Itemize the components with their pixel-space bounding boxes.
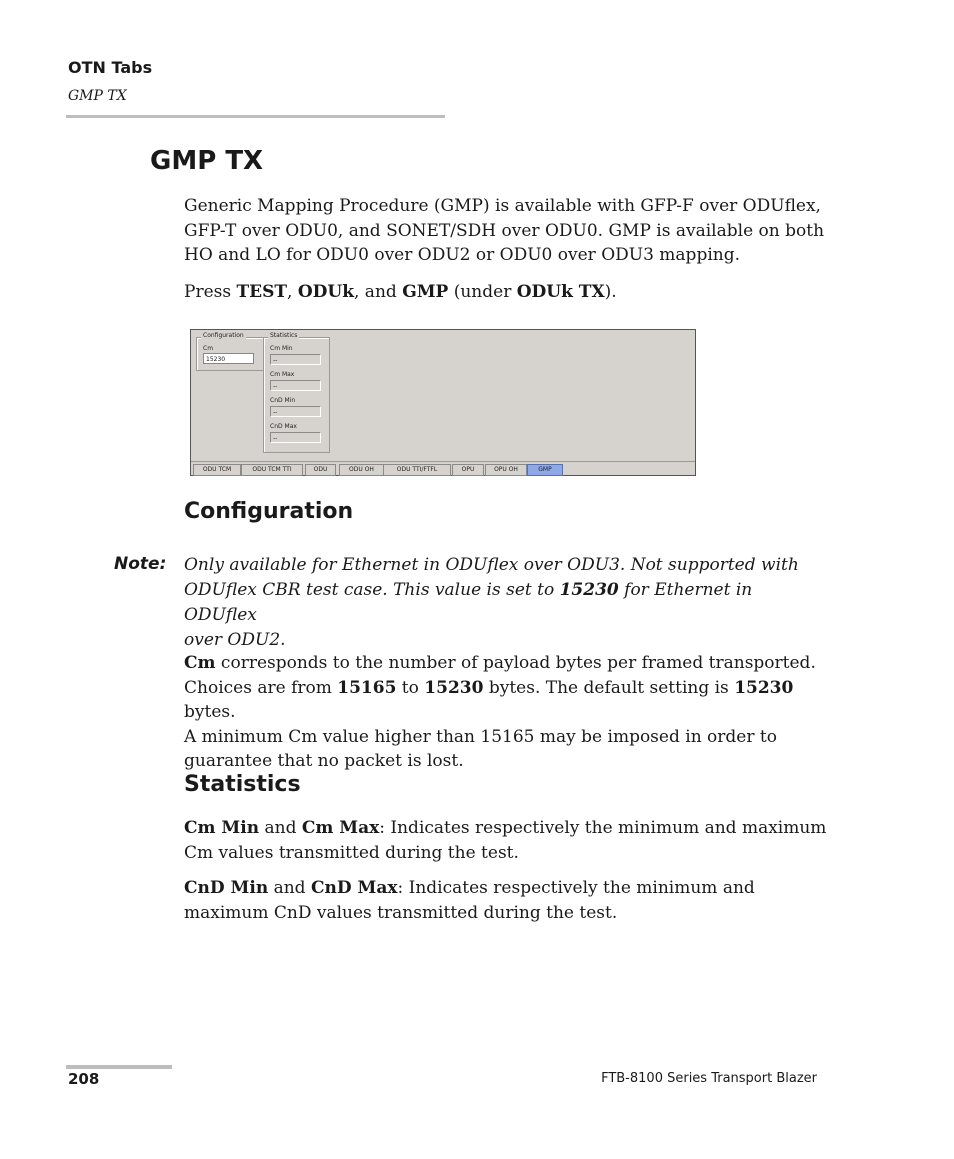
tab-odu-tti-ftfl[interactable]: ODU TTI/FTFL [383, 464, 451, 476]
press-instruction: Press TEST, ODUk, and GMP (under ODUk TX). [184, 282, 617, 302]
note-text: Only available for Ethernet in ODUflex over ODU3. Not supported with ODUflex CBR test case. This value is set to 15230 for Ethernet in ODUflex over ODU2. [184, 555, 799, 650]
cm-max-label: Cm Max [270, 371, 295, 378]
tab-opu-oh[interactable]: OPU OH [485, 464, 527, 476]
configuration-group-title: Configuration [203, 332, 244, 339]
tab-gmp[interactable]: GMP [527, 464, 563, 476]
header-rule [66, 115, 445, 118]
oduk-key: ODUk [297, 282, 354, 302]
tab-opu[interactable]: OPU [452, 464, 484, 476]
cm-min-max-description: Cm Min and Cm Max: Indicates respectively the minimum and maximum Cm values transmitted during the test. [184, 818, 827, 863]
cnd-min-label: CnD Min [270, 397, 296, 404]
tab-odu[interactable]: ODU [305, 464, 336, 476]
configuration-heading: Configuration [184, 499, 354, 524]
cnd-max-label: CnD Max [270, 423, 297, 430]
statistics-heading: Statistics [184, 772, 301, 797]
gmp-key: GMP [402, 282, 449, 302]
test-key: TEST [236, 282, 288, 302]
footer-rule [66, 1065, 172, 1069]
oduk-tx-key: ODUk TX [516, 282, 605, 302]
cm-description: Cm corresponds to the number of payload bytes per framed transported. Choices are from 15165 to 15230 bytes. The default setting is 15230 bytes. A minimum Cm value higher than 15165 may be imposed in order to guarantee that no packet is lost. [184, 653, 816, 771]
cm-max-field: -- [270, 380, 321, 391]
cm-min-label: Cm Min [270, 345, 293, 352]
tab-odu-tcm[interactable]: ODU TCM [193, 464, 241, 476]
cm-min-field: -- [270, 354, 321, 365]
product-name: FTB-8100 Series Transport Blazer [601, 1071, 817, 1086]
running-header-subsection: GMP TX [68, 88, 127, 104]
tab-bar [191, 461, 695, 475]
cm-term: Cm [184, 653, 216, 673]
intro-paragraph [184, 194, 834, 268]
note-value: 15230 [559, 580, 619, 600]
page-title: GMP TX [150, 146, 264, 176]
statistics-group-title: Statistics [270, 332, 298, 339]
tab-odu-tcm-tti[interactable]: ODU TCM TTI [241, 464, 303, 476]
gmp-tx-screenshot [190, 329, 696, 476]
note-label: Note: [114, 554, 167, 574]
cm-input[interactable]: 15230 [203, 353, 254, 364]
running-header-section: OTN Tabs [68, 58, 153, 77]
cnd-min-field: -- [270, 406, 321, 417]
cm-label: Cm [203, 345, 214, 352]
page-number: 208 [68, 1070, 100, 1088]
intro-line: Generic Mapping Procedure (GMP) is available with GFP-F over ODUflex, [184, 196, 821, 216]
statistics-group [263, 332, 330, 453]
intro-line: GFP-T over ODU0, and SONET/SDH over ODU0. GMP is available on both [184, 220, 825, 241]
tab-odu-oh[interactable]: ODU OH [339, 464, 384, 476]
cnd-min-max-description: CnD Min and CnD Max: Indicates respectively the minimum and maximum CnD values transmitted during the test. [184, 878, 755, 923]
configuration-group [196, 332, 265, 371]
cnd-max-field: -- [270, 432, 321, 443]
intro-line: HO and LO for ODU0 over ODU2 or ODU0 over ODU3 mapping. [184, 245, 740, 265]
